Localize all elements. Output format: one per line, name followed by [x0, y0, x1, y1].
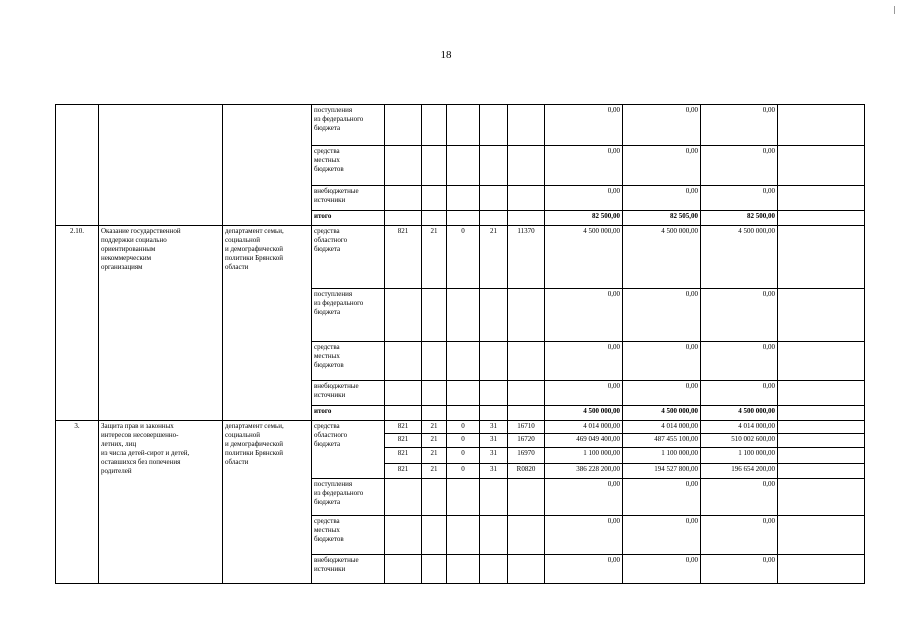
cell-kbk: 31: [480, 448, 508, 464]
cell-kbk: [480, 146, 508, 186]
cell-kbk: [422, 406, 447, 421]
cell-num: [56, 105, 99, 226]
cell-kbk: [422, 146, 447, 186]
cell-source: средства областного бюджета: [312, 421, 385, 479]
cell-blank: [778, 226, 865, 289]
cell-kbk: 821: [385, 448, 422, 464]
cell-amount: 0,00: [623, 381, 701, 406]
cell-amount: 1 100 000,00: [545, 448, 623, 464]
cell-kbk: [447, 146, 480, 186]
cell-kbk: [422, 516, 447, 555]
cell-amount: 0,00: [701, 516, 778, 555]
cell-source: поступления из федерального бюджета: [312, 105, 385, 146]
cell-kbk: 31: [480, 434, 508, 448]
cell-source: внебюджетные источники: [312, 186, 385, 211]
cell-executor: департамент семьи, социальной и демографической политики Брянской области: [223, 421, 312, 584]
cell-blank: [778, 516, 865, 555]
cell-blank: [778, 406, 865, 421]
cell-amount: 0,00: [623, 146, 701, 186]
cell-kbk: [385, 555, 422, 584]
cell-kbk: 0: [447, 421, 480, 434]
cell-source: средства местных бюджетов: [312, 342, 385, 381]
cell-source: средства местных бюджетов: [312, 516, 385, 555]
cell-source: средства местных бюджетов: [312, 146, 385, 186]
cell-source: итого: [312, 406, 385, 421]
cell-kbk: 21: [422, 421, 447, 434]
cell-kbk: [385, 211, 422, 226]
cell-kbk: [508, 105, 545, 146]
cell-amount: 0,00: [701, 105, 778, 146]
cell-kbk: [385, 381, 422, 406]
cell-kbk: 821: [385, 434, 422, 448]
cell-kbk: [385, 516, 422, 555]
cell-source: поступления из федерального бюджета: [312, 289, 385, 342]
cell-kbk: [480, 105, 508, 146]
cell-source: внебюджетные источники: [312, 381, 385, 406]
cell-blank: [778, 381, 865, 406]
cell-blank: [778, 289, 865, 342]
cell-blank: [778, 555, 865, 584]
cell-kbk: R0820: [508, 464, 545, 479]
cell-kbk: [480, 479, 508, 516]
cell-blank: [778, 421, 865, 434]
cell-kbk: 16970: [508, 448, 545, 464]
cell-amount: 82 500,00: [545, 211, 623, 226]
cell-name: Защита прав и законных интересов несовершенно- летних, лиц из числа детей-сирот и детей, оставшихся без попечения родителей: [99, 421, 223, 584]
cell-amount: 0,00: [545, 381, 623, 406]
cell-amount: 0,00: [545, 555, 623, 584]
cell-amount: 510 002 600,00: [701, 434, 778, 448]
cell-amount: 4 014 000,00: [701, 421, 778, 434]
cell-kbk: [385, 105, 422, 146]
cell-kbk: 0: [447, 448, 480, 464]
cell-source: средства областного бюджета: [312, 226, 385, 289]
cell-kbk: [422, 211, 447, 226]
cell-kbk: 0: [447, 464, 480, 479]
cell-amount: 0,00: [545, 516, 623, 555]
cell-executor: [223, 105, 312, 226]
cell-source: итого: [312, 211, 385, 226]
cell-blank: [778, 146, 865, 186]
cell-amount: 0,00: [701, 342, 778, 381]
table-row: [56, 226, 865, 289]
cell-amount: 194 527 800,00: [623, 464, 701, 479]
cell-amount: 0,00: [545, 342, 623, 381]
cell-kbk: [385, 186, 422, 211]
cell-amount: 4 014 000,00: [545, 421, 623, 434]
cell-kbk: 21: [422, 226, 447, 289]
cell-amount: 0,00: [701, 186, 778, 211]
cell-kbk: 16720: [508, 434, 545, 448]
cell-kbk: [385, 289, 422, 342]
cell-amount: 0,00: [701, 555, 778, 584]
cell-kbk: [385, 342, 422, 381]
cell-kbk: [508, 381, 545, 406]
cell-amount: 386 228 200,00: [545, 464, 623, 479]
cell-amount: 1 100 000,00: [701, 448, 778, 464]
cell-kbk: 0: [447, 434, 480, 448]
cell-kbk: 0: [447, 226, 480, 289]
cell-amount: 4 500 000,00: [545, 226, 623, 289]
cell-amount: 0,00: [701, 479, 778, 516]
cell-amount: 0,00: [545, 105, 623, 146]
cell-amount: 4 500 000,00: [545, 406, 623, 421]
cell-name: Оказание государственной поддержки социально ориентированным некоммерческим организациям: [99, 226, 223, 421]
cell-kbk: [480, 406, 508, 421]
cell-amount: 0,00: [545, 289, 623, 342]
cell-kbk: [447, 516, 480, 555]
cell-amount: 0,00: [623, 555, 701, 584]
table-row: [56, 421, 865, 434]
cell-kbk: 821: [385, 421, 422, 434]
cell-kbk: 21: [480, 226, 508, 289]
cell-kbk: [480, 289, 508, 342]
cell-kbk: [422, 555, 447, 584]
scan-edge-mark: [894, 6, 895, 14]
cell-kbk: [422, 289, 447, 342]
cell-num: 3.: [56, 421, 99, 584]
cell-blank: [778, 464, 865, 479]
cell-amount: 469 049 400,00: [545, 434, 623, 448]
cell-executor: департамент семьи, социальной и демографической политики Брянской области: [223, 226, 312, 421]
cell-kbk: [508, 342, 545, 381]
cell-kbk: 21: [422, 434, 447, 448]
cell-amount: 0,00: [701, 146, 778, 186]
cell-amount: 4 500 000,00: [623, 406, 701, 421]
cell-kbk: [508, 146, 545, 186]
cell-kbk: 11370: [508, 226, 545, 289]
cell-blank: [778, 434, 865, 448]
cell-kbk: [508, 479, 545, 516]
cell-kbk: 31: [480, 421, 508, 434]
cell-amount: 4 014 000,00: [623, 421, 701, 434]
cell-kbk: [422, 479, 447, 516]
cell-kbk: [508, 516, 545, 555]
cell-source: поступления из федерального бюджета: [312, 479, 385, 516]
cell-kbk: [385, 406, 422, 421]
cell-amount: 82 500,00: [701, 211, 778, 226]
cell-kbk: [447, 186, 480, 211]
cell-kbk: [508, 186, 545, 211]
cell-kbk: [447, 381, 480, 406]
cell-kbk: [508, 211, 545, 226]
cell-kbk: [447, 406, 480, 421]
cell-amount: 0,00: [623, 342, 701, 381]
budget-table: [55, 104, 865, 584]
cell-amount: 0,00: [623, 516, 701, 555]
cell-kbk: [447, 211, 480, 226]
cell-kbk: [480, 211, 508, 226]
cell-kbk: [480, 555, 508, 584]
cell-kbk: [385, 479, 422, 516]
cell-kbk: [422, 186, 447, 211]
cell-amount: 82 505,00: [623, 211, 701, 226]
cell-blank: [778, 479, 865, 516]
cell-amount: 0,00: [545, 146, 623, 186]
cell-amount: 0,00: [623, 289, 701, 342]
cell-kbk: 16710: [508, 421, 545, 434]
cell-kbk: [422, 105, 447, 146]
cell-blank: [778, 105, 865, 146]
cell-kbk: [385, 146, 422, 186]
cell-kbk: [447, 105, 480, 146]
table-row: [56, 105, 865, 146]
cell-blank: [778, 186, 865, 211]
cell-amount: 0,00: [701, 289, 778, 342]
cell-kbk: 31: [480, 464, 508, 479]
cell-amount: 0,00: [623, 479, 701, 516]
cell-amount: 4 500 000,00: [623, 226, 701, 289]
cell-blank: [778, 211, 865, 226]
cell-amount: 0,00: [623, 186, 701, 211]
cell-kbk: [447, 289, 480, 342]
cell-blank: [778, 342, 865, 381]
page-number: 18: [440, 49, 452, 61]
cell-kbk: [480, 516, 508, 555]
cell-kbk: 21: [422, 464, 447, 479]
cell-kbk: [508, 406, 545, 421]
cell-amount: 0,00: [623, 105, 701, 146]
cell-amount: 487 455 100,00: [623, 434, 701, 448]
cell-amount: 0,00: [545, 479, 623, 516]
cell-amount: 4 500 000,00: [701, 226, 778, 289]
cell-kbk: [447, 479, 480, 516]
cell-amount: 0,00: [701, 381, 778, 406]
cell-kbk: 21: [422, 448, 447, 464]
cell-kbk: [508, 289, 545, 342]
cell-kbk: [447, 555, 480, 584]
cell-kbk: [447, 342, 480, 381]
cell-amount: 196 654 200,00: [701, 464, 778, 479]
cell-kbk: [480, 381, 508, 406]
cell-kbk: [422, 381, 447, 406]
cell-amount: 1 100 000,00: [623, 448, 701, 464]
cell-blank: [778, 448, 865, 464]
cell-amount: 4 500 000,00: [701, 406, 778, 421]
cell-kbk: [480, 186, 508, 211]
cell-source: внебюджетные источники: [312, 555, 385, 584]
cell-name: [99, 105, 223, 226]
cell-amount: 0,00: [545, 186, 623, 211]
cell-num: 2.10.: [56, 226, 99, 421]
cell-kbk: [422, 342, 447, 381]
cell-kbk: 821: [385, 226, 422, 289]
cell-kbk: 821: [385, 464, 422, 479]
cell-kbk: [480, 342, 508, 381]
cell-kbk: [508, 555, 545, 584]
